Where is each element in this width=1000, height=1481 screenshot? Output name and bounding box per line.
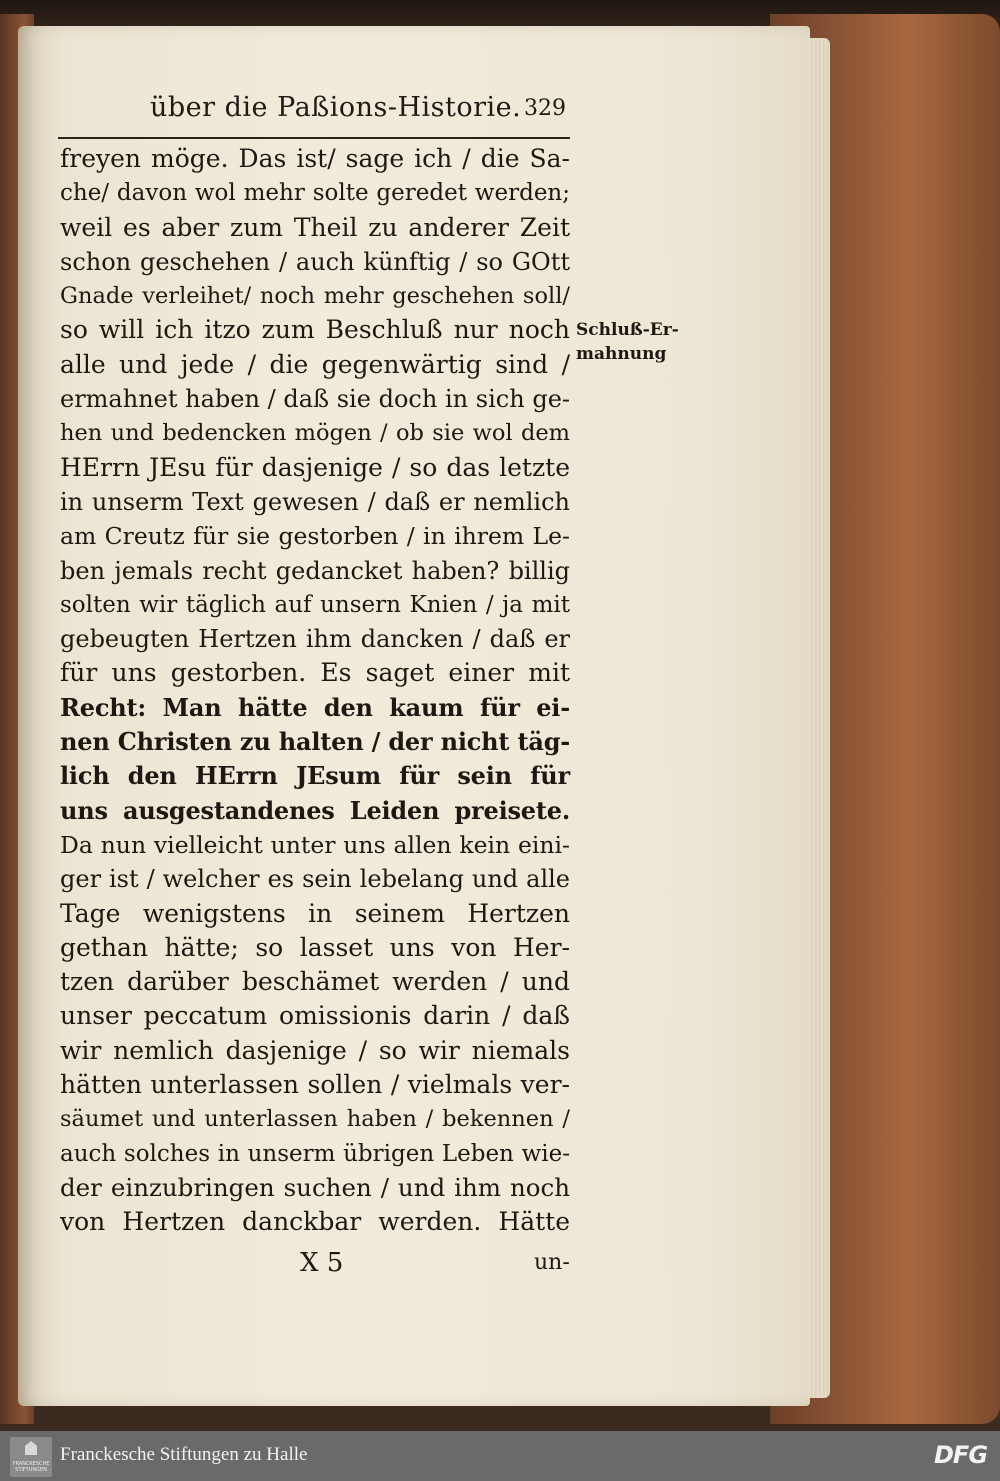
marginal-note-line: mahnung [576, 344, 667, 364]
marginal-note [576, 318, 679, 366]
text-line: freyen möge. Das ist/ sage ich / die Sa- [60, 144, 570, 173]
text-line: Da nun vielleicht unter uns allen kein eini- [60, 830, 570, 859]
text-line: am Creutz für sie gestorben / in ihrem Le- [60, 522, 570, 551]
text-line: HErrn JEsu für dasjenige / so das letzte [60, 452, 570, 482]
text-line: unser peccatum omissionis darin / daß [60, 1001, 570, 1031]
institution-name: Franckesche Stiftungen zu Halle [60, 1444, 308, 1465]
signature-mark: X 5 [300, 1248, 344, 1278]
text-line: der einzubringen suchen / und ihm noch [60, 1172, 570, 1202]
text-line: solten wir täglich auf unsern Knien / ja mit [60, 591, 570, 618]
text-line: schon geschehen / auch künftig / so GOtt [60, 247, 570, 276]
text-line: hätten unterlassen sollen / vielmals ver- [60, 1070, 570, 1100]
text-line: tzen darüber beschämet werden / und [60, 967, 570, 997]
marginal-note-line: Schluß-Er- [576, 320, 679, 340]
text-line: wir nemlich dasjenige / so wir niemals [60, 1035, 570, 1065]
text-line: Tage wenigstens in seinem Hertzen [60, 898, 570, 928]
house-icon [25, 1441, 37, 1455]
text-line: gebeugten Hertzen ihm dancken / daß er [60, 625, 570, 654]
text-line: ermahnet haben / daß sie doch in sich ge- [60, 385, 570, 414]
institution-logo [10, 1437, 52, 1477]
logo-text: FRANCKESCHE STIFTUNGEN [12, 1461, 50, 1473]
page-number: 329 [524, 96, 566, 121]
text-line: alle und jede / die gegenwärtig sind / [60, 349, 570, 379]
text-line: Recht: Man hätte den kaum für ei- [60, 692, 570, 722]
text-line: Gnade verleihet/ noch mehr geschehen soll/ [60, 283, 570, 310]
body-text [60, 142, 570, 1240]
catchword: un- [534, 1250, 570, 1275]
text-line: lich den HErrn JEsum für sein für [60, 761, 570, 791]
text-line: für uns gestorben. Es saget einer mit [60, 658, 570, 688]
running-head: über die Paßions-Historie. [150, 92, 522, 123]
text-line: uns ausgestandenes Leiden preisete. [60, 795, 570, 825]
text-line: hen und bedencken mögen / ob sie wol dem [60, 420, 570, 447]
text-line: gethan hätte; so lasset uns von Her- [60, 932, 570, 962]
footer-bar [0, 1431, 1000, 1481]
text-line: von Hertzen danckbar werden. Hätte [60, 1207, 570, 1237]
text-line: in unserm Text gewesen / daß er nemlich [60, 487, 570, 516]
text-line: nen Christen zu halten / der nicht täg- [60, 727, 571, 757]
header-rule [58, 137, 570, 139]
text-line: weil es aber zum Theil zu anderer Zeit [60, 212, 570, 242]
text-line: ger ist / welcher es sein lebelang und alle [60, 865, 570, 894]
text-line: auch solches in unserm übrigen Leben wie- [60, 1140, 570, 1167]
text-line: säumet und unterlassen haben / bekennen / [60, 1106, 570, 1133]
text-line: so will ich itzo zum Beschluß nur noch [60, 315, 570, 345]
text-line: ben jemals recht gedancket haben? billig [60, 556, 570, 585]
dfg-logo: DFG [934, 1441, 988, 1469]
text-line: che/ davon wol mehr solte geredet werden; [60, 180, 570, 207]
